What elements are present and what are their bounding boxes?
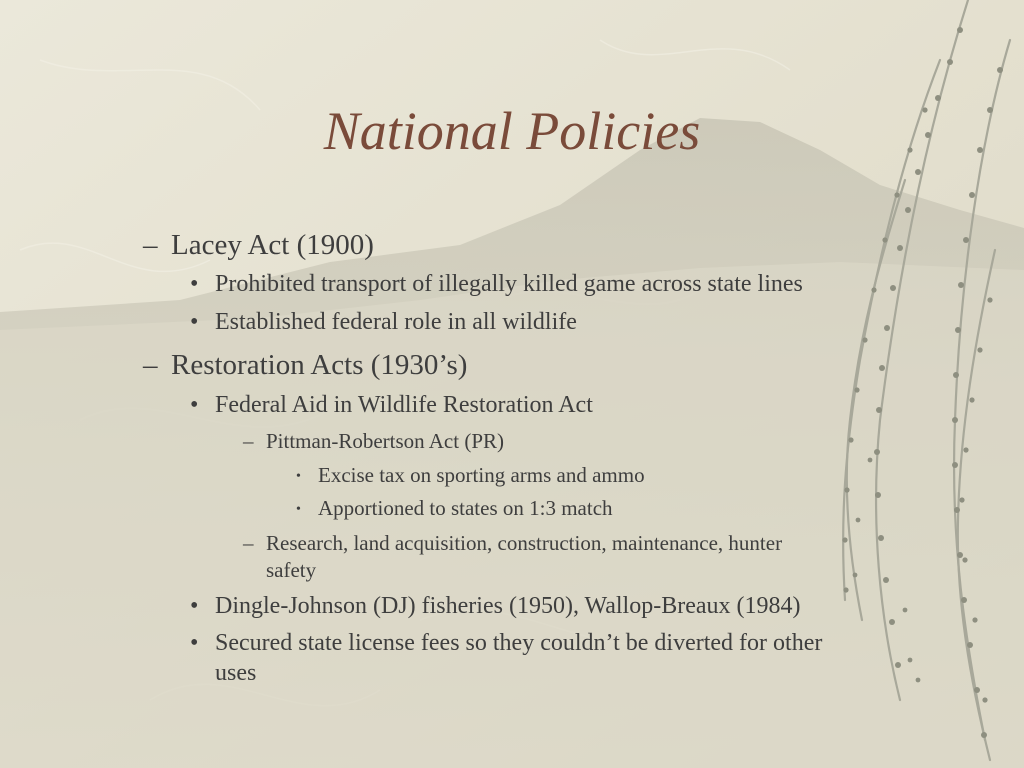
dash-marker: – <box>143 229 158 261</box>
list-item-level2: Prohibited transport of illegally killed game across state lines <box>215 271 803 297</box>
dash-marker: – <box>243 531 254 555</box>
bullet-marker: • <box>296 469 301 484</box>
list-item-level4: Apportioned to states on 1:3 match <box>318 496 613 520</box>
bullet-marker: • <box>190 271 199 297</box>
list-item-level2: Dingle-Johnson (DJ) fisheries (1950), Wallop-Breaux (1984) <box>215 593 801 619</box>
list-item-level1: Restoration Acts (1930’s) <box>171 349 468 381</box>
bullet-marker: • <box>190 593 199 619</box>
list-item-level1: Lacey Act (1900) <box>171 229 374 261</box>
bullet-marker: • <box>190 392 199 418</box>
list-item-level2: Federal Aid in Wildlife Restoration Act <box>215 392 593 418</box>
bullet-marker: • <box>296 502 301 517</box>
list-item-level2-continued: uses <box>215 660 257 686</box>
list-item-level2: Established federal role in all wildlife <box>215 309 577 335</box>
dash-marker: – <box>243 429 254 453</box>
list-item-level4: Excise tax on sporting arms and ammo <box>318 463 645 487</box>
list-item-level3-continued: safety <box>266 558 317 582</box>
dash-marker: – <box>143 349 158 381</box>
list-item-level2: Secured state license fees so they couldn’t be diverted for other <box>215 630 823 656</box>
list-item-level3: Research, land acquisition, construction, maintenance, hunter <box>266 531 783 555</box>
bullet-marker: • <box>190 630 199 656</box>
list-item-level3: Pittman-Robertson Act (PR) <box>266 429 504 453</box>
bullet-marker: • <box>190 309 199 335</box>
slide-title: National Policies <box>323 101 701 161</box>
